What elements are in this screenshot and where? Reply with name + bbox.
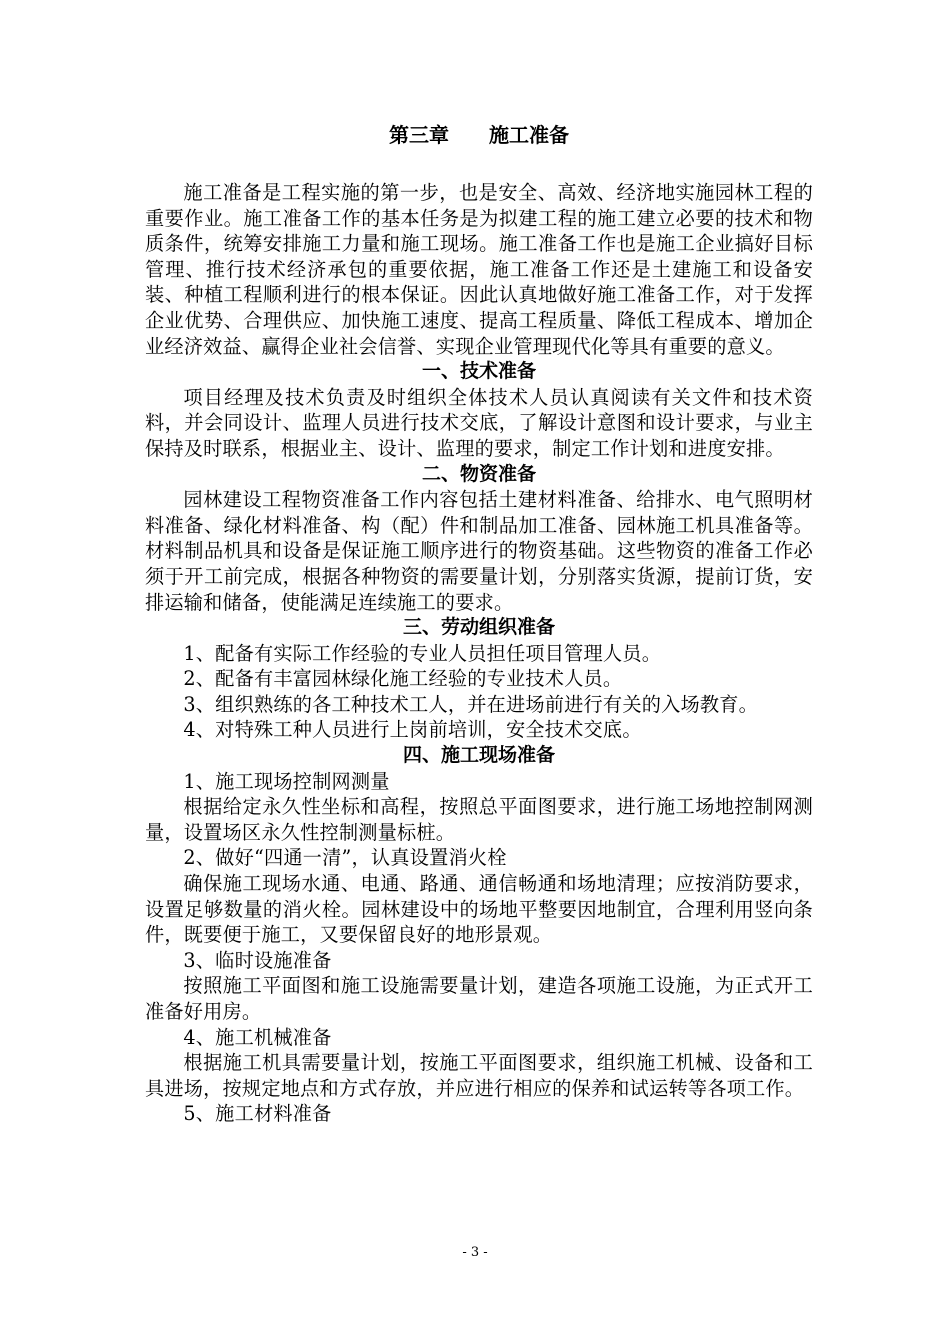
site-subtitle-temporary-facilities: 3、临时设施准备 [183,948,332,972]
site-text-four-connections: 确保施工现场水通、电通、路通、通信畅通和场地清理；应按消防要求，设置足够数量的消火栓。园林建设中的场地平整要因地制宜，合理利用竖向条件，既要便于施工，又要保留良好的地形景观。 [145,872,813,947]
section-heading-technical: 一、技术准备 [421,360,536,383]
site-text-control-network: 根据给定永久性坐标和高程，按照总平面图要求，进行施工场地控制网测量，设置场区永久性控制测量标桩。 [145,795,813,844]
site-subtitle-machinery: 4、施工机械准备 [183,1025,332,1049]
document-page [145,118,813,1127]
labor-item-1: 1、配备有实际工作经验的专业人员担任项目管理人员。 [183,641,662,665]
intro-paragraph: 施工准备是工程实施的第一步，也是安全、高效、经济地实施园林工程的重要作业。施工准备工作的基本任务是为拟建工程的施工建立必要的技术和物质条件，统筹安排施工力量和施工现场。施工准备工作也是施工企业搞好目标管理、推行技术经济承包的重要依据，施工准备工作还是土建施工和设备安装、种植工程顺利进行的根本保证。因此认真地做好施工准备工作，对于发挥企业优势、合理供应、加快施工速度、提高工程质量、降低工程成本、增加企业经济效益、赢得企业社会信誉、实现企业管理现代化等具有重要的意义。 [145,181,813,358]
section-heading-site: 四、施工现场准备 [402,744,555,767]
site-text-temporary-facilities: 按照施工平面图和施工设施需要量计划，建造各项施工设施，为正式开工准备好用房。 [145,974,813,1023]
page-number: - 3 - [462,1245,488,1260]
labor-item-4: 4、对特殊工种人员进行上岗前培训，安全技术交底。 [183,718,642,742]
site-subtitle-control-network: 1、施工现场控制网测量 [183,769,390,793]
labor-item-3: 3、组织熟练的各工种技术工人，并在进场前进行有关的入场教育。 [183,692,759,716]
site-subtitle-materials: 5、施工材料准备 [183,1102,332,1126]
materials-prep-paragraph: 园林建设工程物资准备工作内容包括土建材料准备、给排水、电气照明材料准备、绿化材料准备、构（配）件和制品加工准备、园林施工机具准备等。材料制品机具和设备是保证施工顺序进行的物资基础。这些物资的准备工作必须于开工前完成，根据各种物资的需要量计划，分别落实货源，提前订货，安排运输和储备，使能满足连续施工的要求。 [145,488,813,614]
technical-prep-paragraph: 项目经理及技术负责及时组织全体技术人员认真阅读有关文件和技术资料，并会同设计、监理人员进行技术交底，了解设计意图和设计要求，与业主保持及时联系，根据业主、设计、监理的要求，制定工作计划和进度安排。 [145,385,813,460]
section-heading-labor: 三、劳动组织准备 [402,616,555,639]
labor-item-2: 2、配备有丰富园林绿化施工经验的专业技术人员。 [183,667,623,691]
site-subtitle-four-connections: 2、做好“四通一清”，认真设置消火栓 [183,846,507,870]
chapter-title: 第三章 施工准备 [389,123,569,147]
section-heading-materials: 二、物资准备 [421,462,536,485]
site-text-machinery: 根据施工机具需要量计划，按施工平面图要求，组织施工机械、设备和工具进场，按规定地点和方式存放，并应进行相应的保养和试运转等各项工作。 [145,1051,813,1100]
